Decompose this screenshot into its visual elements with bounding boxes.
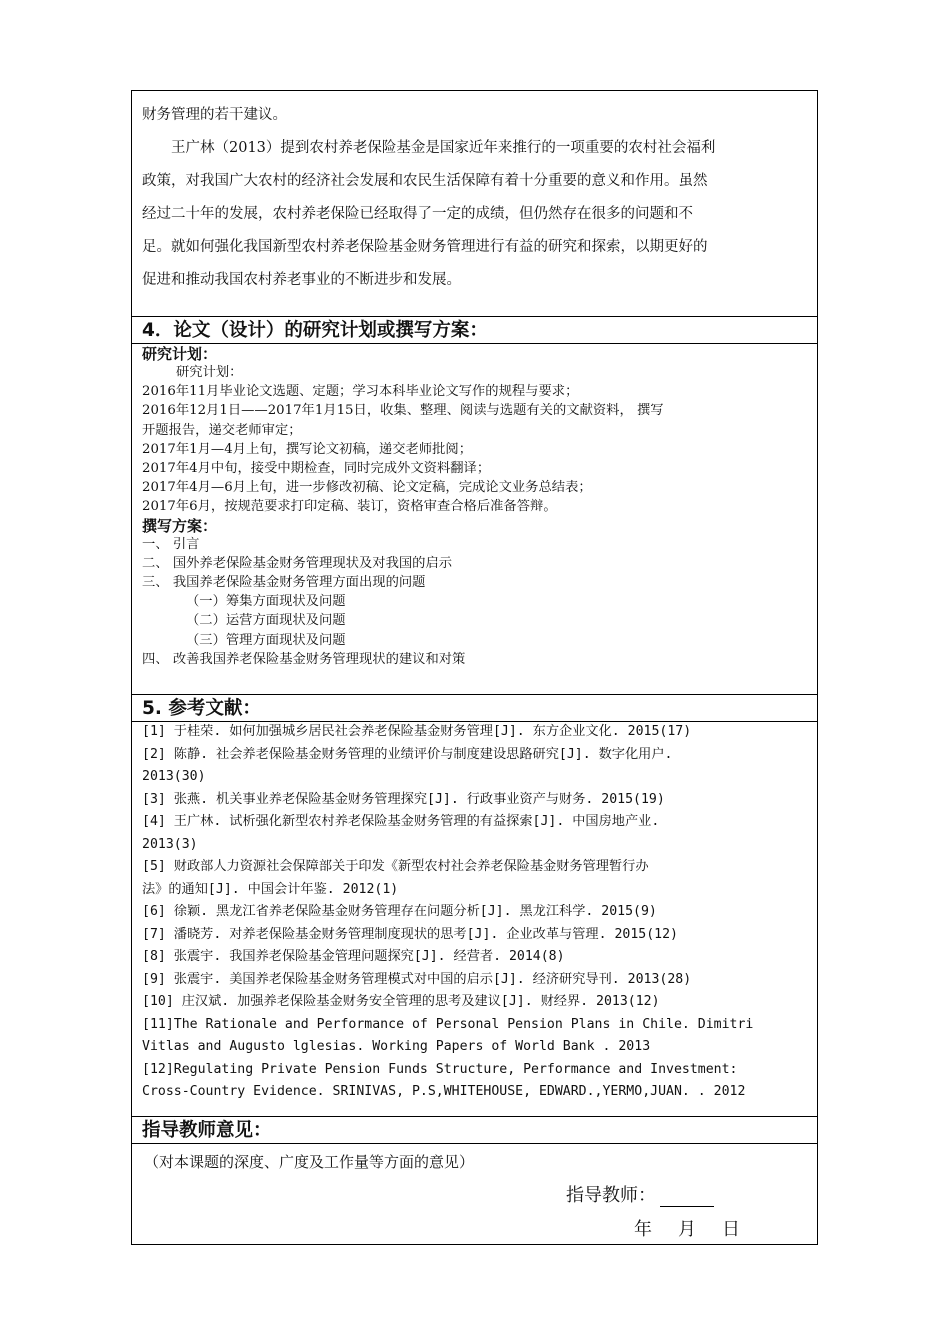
date-day-label: 日	[722, 1219, 740, 1240]
plan-line: 2017年4月中旬，接受中期检查，同时完成外文资料翻译；	[142, 461, 491, 477]
plan-list	[132, 363, 817, 517]
outline-item: 三、 我国养老保险基金财务管理方面出现的问题	[142, 575, 426, 591]
divider	[132, 343, 817, 344]
reference-line: [4] 王广林. 试析强化新型农村养老保险基金财务管理的有益探索[J]. 中国房地产业.	[142, 814, 660, 829]
outline-list	[132, 535, 817, 669]
outline-item: 四、 改善我国养老保险基金财务管理现状的建议和对策	[142, 651, 466, 667]
intro-para-line: 足。就如何强化我国新型农村养老保险基金财务管理进行有益的研究和探索，以期更好的	[142, 239, 708, 255]
outline-heading: 撰写方案：	[142, 516, 218, 535]
reference-line: Cross-Country Evidence. SRINIVAS, P.S,WHITEHOUSE, EDWARD.,YERMO,JUAN. . 2012	[142, 1084, 746, 1099]
plan-line: 开题报告，递交老师审定；	[142, 422, 302, 438]
advisor-hint: （对本课题的深度、广度及工作量等方面的意见）	[144, 1153, 475, 1171]
plan-line: 2016年11月毕业论文选题、定题；学习本科毕业论文写作的规程与要求；	[142, 384, 579, 400]
plan-line: 2016年12月1日——2017年1月15日，收集、整理、阅读与选题有关的文献资料， 撰写	[142, 403, 664, 419]
outline-item: 一、 引言	[142, 536, 200, 552]
advisor-date	[634, 1215, 740, 1241]
date-year-label: 年	[634, 1219, 652, 1240]
advisor-title: 指导教师意见：	[142, 1120, 272, 1141]
outline-subitem: （二）运营方面现状及问题	[186, 613, 346, 629]
intro-line: 财务管理的若干建议。	[142, 107, 287, 123]
date-month-label: 月	[678, 1219, 696, 1240]
intro-section	[132, 91, 817, 297]
outline-subitem: （一）筹集方面现状及问题	[186, 594, 346, 610]
reference-line: [3] 张燕. 机关事业养老保险基金财务管理探究[J]. 行政事业资产与财务. 2015(19)	[142, 791, 665, 807]
reference-line: [12]Regulating Private Pension Funds Structure, Performance and Investment:	[142, 1061, 738, 1077]
intro-para-line: 政策，对我国广大农村的经济社会发展和农民生活保障有着十分重要的意义和作用。虽然	[142, 173, 708, 189]
section4-body	[132, 345, 817, 669]
plan-heading: 研究计划：	[142, 345, 218, 363]
intro-para-line: 王广林（2013）提到农村养老保险基金是国家近年来推行的一项重要的农村社会福利	[171, 140, 716, 156]
section4-title: 4．论文（设计）的研究计划或撰写方案：	[142, 320, 488, 341]
intro-para-line: 促进和推动我国农村养老事业的不断进步和发展。	[142, 272, 461, 288]
plan-line: 2017年1月—4月上旬，撰写论文初稿，递交老师批阅；	[142, 441, 472, 457]
reference-line: [8] 张震宇. 我国养老保险基金管理问题探究[J]. 经营者. 2014(8)	[142, 949, 565, 964]
reference-line: 2013(3)	[142, 836, 198, 852]
reference-line: [5] 财政部人力资源社会保障部关于印发《新型农村社会养老保险基金财务管理暂行办	[142, 859, 649, 874]
references-list	[132, 721, 817, 1104]
form-table	[131, 90, 818, 1245]
plan-sub-heading: 研究计划：	[176, 365, 243, 380]
signature-label: 指导教师：	[566, 1185, 656, 1206]
divider	[132, 1143, 817, 1144]
reference-line: [1] 于桂荣. 如何加强城乡居民社会养老保险基金财务管理[J]. 东方企业文化. 2015(17)	[142, 724, 692, 739]
advisor-signature	[566, 1181, 714, 1207]
plan-line: 2017年6月，按规范要求打印定稿、装订，资格审查合格后准备答辩。	[142, 499, 557, 515]
plan-line: 2017年4月—6月上旬，进一步修改初稿、论文定稿，完成论文业务总结表；	[142, 480, 592, 496]
reference-line: [11]The Rationale and Performance of Personal Pension Plans in Chile. Dimitri	[142, 1016, 754, 1032]
reference-line: [7] 潘晓芳. 对养老保险基金财务管理制度现状的思考[J]. 企业改革与管理. 2015(12)	[142, 926, 678, 942]
section5-title: 5. 参考文献：	[142, 698, 261, 719]
outline-subitem: （三）管理方面现状及问题	[186, 632, 346, 648]
reference-line: [10] 庄汉斌. 加强养老保险基金财务安全管理的思考及建议[J]. 财经界. 2013(12)	[142, 994, 660, 1009]
reference-line: [2] 陈静. 社会养老保险基金财务管理的业绩评价与制度建设思路研究[J]. 数字化用户.	[142, 746, 673, 762]
reference-line: 法》的通知[J]. 中国会计年鉴. 2012(1)	[142, 881, 399, 897]
reference-line: [6] 徐颖. 黑龙江省养老保险基金财务管理存在问题分析[J]. 黑龙江科学. 2015(9)	[142, 904, 657, 919]
reference-line: [9] 张震宇. 美国养老保险基金财务管理模式对中国的启示[J]. 经济研究导刊. 2013(28)	[142, 971, 692, 987]
signature-blank[interactable]	[660, 1186, 714, 1207]
outline-item: 二、 国外养老保险基金财务管理现状及对我国的启示	[142, 555, 453, 571]
intro-para-line: 经过二十年的发展，农村养老保险已经取得了一定的成绩，但仍然存在很多的问题和不	[142, 206, 693, 222]
reference-line: 2013(30)	[142, 769, 206, 784]
reference-line: Vitlas and Augusto lglesias. Working Papers of World Bank . 2013	[142, 1039, 651, 1054]
